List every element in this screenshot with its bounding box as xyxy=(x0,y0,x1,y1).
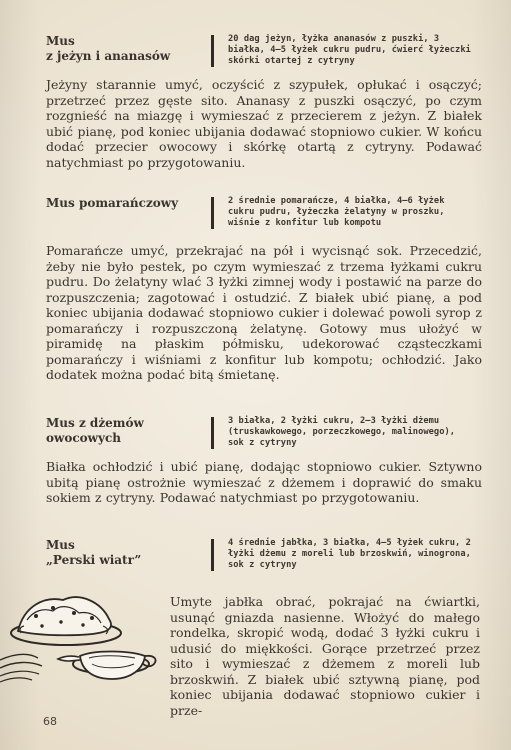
recipe-title: Mus z dżemów owocowych xyxy=(46,416,144,445)
recipe-instructions: Białka ochłodzić i ubić pianę, dodając stopniowo cukier. Sztywno ubitą pianę ostrożnie wymieszać z dżemem i doprawić do smaku sokiem z cytryny. Podawać natychmiast po przygotowaniu. xyxy=(46,459,482,505)
recipe-title: Mus pomarańczowy xyxy=(46,196,179,210)
recipe-instructions: Umyte jabłka obrać, pokrajać na ćwiartki, usunąć gniazda nasienne. Włożyć do małego rondelka, skropić wodą, dodać 3 łyżki cukru i udusić do miękkości. Gorące przetrzeć przez sito i wymieszać z dżemem z moreli lub brzoskwiń. Z białek ubić sztywną pianę, pod koniec ubijania dodawać stopniowo cukier i prze- xyxy=(170,594,480,718)
recipe-pomaranczowy xyxy=(46,196,482,383)
page-number: 68 xyxy=(43,715,57,728)
recipe-header xyxy=(46,34,482,67)
recipe-perski-wiatr xyxy=(46,538,482,571)
header-divider-bar xyxy=(211,539,214,571)
recipe-header xyxy=(46,196,482,229)
dessert-illustration xyxy=(0,586,160,700)
header-divider-bar xyxy=(211,417,214,449)
ingredients-list: 2 średnie pomarańcze, 4 białka, 4—6 łyżek cukru pudru, łyżeczka żelatyny w proszku, wiśnie z konfitur lub kompotu xyxy=(228,196,445,228)
ingredients-list: 3 białka, 2 łyżki cukru, 2—3 łyżki dżemu (truskawkowego, porzeczkowego, malinowego), sok z cytryny xyxy=(228,416,456,448)
recipe-title: Mus „Perski wiatr” xyxy=(46,538,142,567)
recipe-instructions: Jeżyny starannie umyć, oczyścić z szypułek, opłukać i osączyć; przetrzeć przez gęste sito. Ananasy z puszki osączyć, po czym rozgnieść na miazgę i wymieszać z przecierem z jeżyn. Z białek ubić pianę, pod koniec ubijania dodawać stopniowo cukier. W końcu dodać przecier owocowy i skórkę otartą z cytryny. Podawać natychmiast po przygotowaniu. xyxy=(46,77,482,170)
recipe-header xyxy=(46,538,482,571)
recipe-header xyxy=(46,416,482,449)
recipe-dzemy-owocowe xyxy=(46,416,482,506)
header-divider-bar xyxy=(211,35,214,67)
recipe-jezyny-ananasy xyxy=(46,34,482,170)
ingredients-list: 4 średnie jabłka, 3 białka, 4—5 łyżek cukru, 2 łyżki dżemu z moreli lub brzoskwiń, winogrona, sok z cytryny xyxy=(228,538,471,570)
ingredients-list: 20 dag jeżyn, łyżka ananasów z puszki, 3 białka, 4—5 łyżek cukru pudru, ćwierć łyżeczki skórki otartej z cytryny xyxy=(228,34,471,66)
header-divider-bar xyxy=(211,197,214,229)
recipe-title: Mus z jeżyn i ananasów xyxy=(46,34,171,63)
recipe-instructions: Pomarańcze umyć, przekrajać na pół i wycisnąć sok. Przecedzić, żeby nie było pestek, po czym wymieszać z trzema łyżkami cukru pudru. Do żelatyny wlać 3 łyżki zimnej wody i postawić na parze do rozpuszczenia; zagotować i ostudzić. Z białek ubić pianę, a pod koniec ubijania dodawać stopniowo cukier i dolewać powoli syrop z pomarańczy i rozpuszczoną żelatynę. Gotowy mus ułożyć w piramidę na płaskim półmisku, udekorować cząsteczkami pomarańczy i wiśniami z konfitur lub kompotu; ochłodzić. Jako dodatek można podać bitą śmietanę. xyxy=(46,243,482,382)
